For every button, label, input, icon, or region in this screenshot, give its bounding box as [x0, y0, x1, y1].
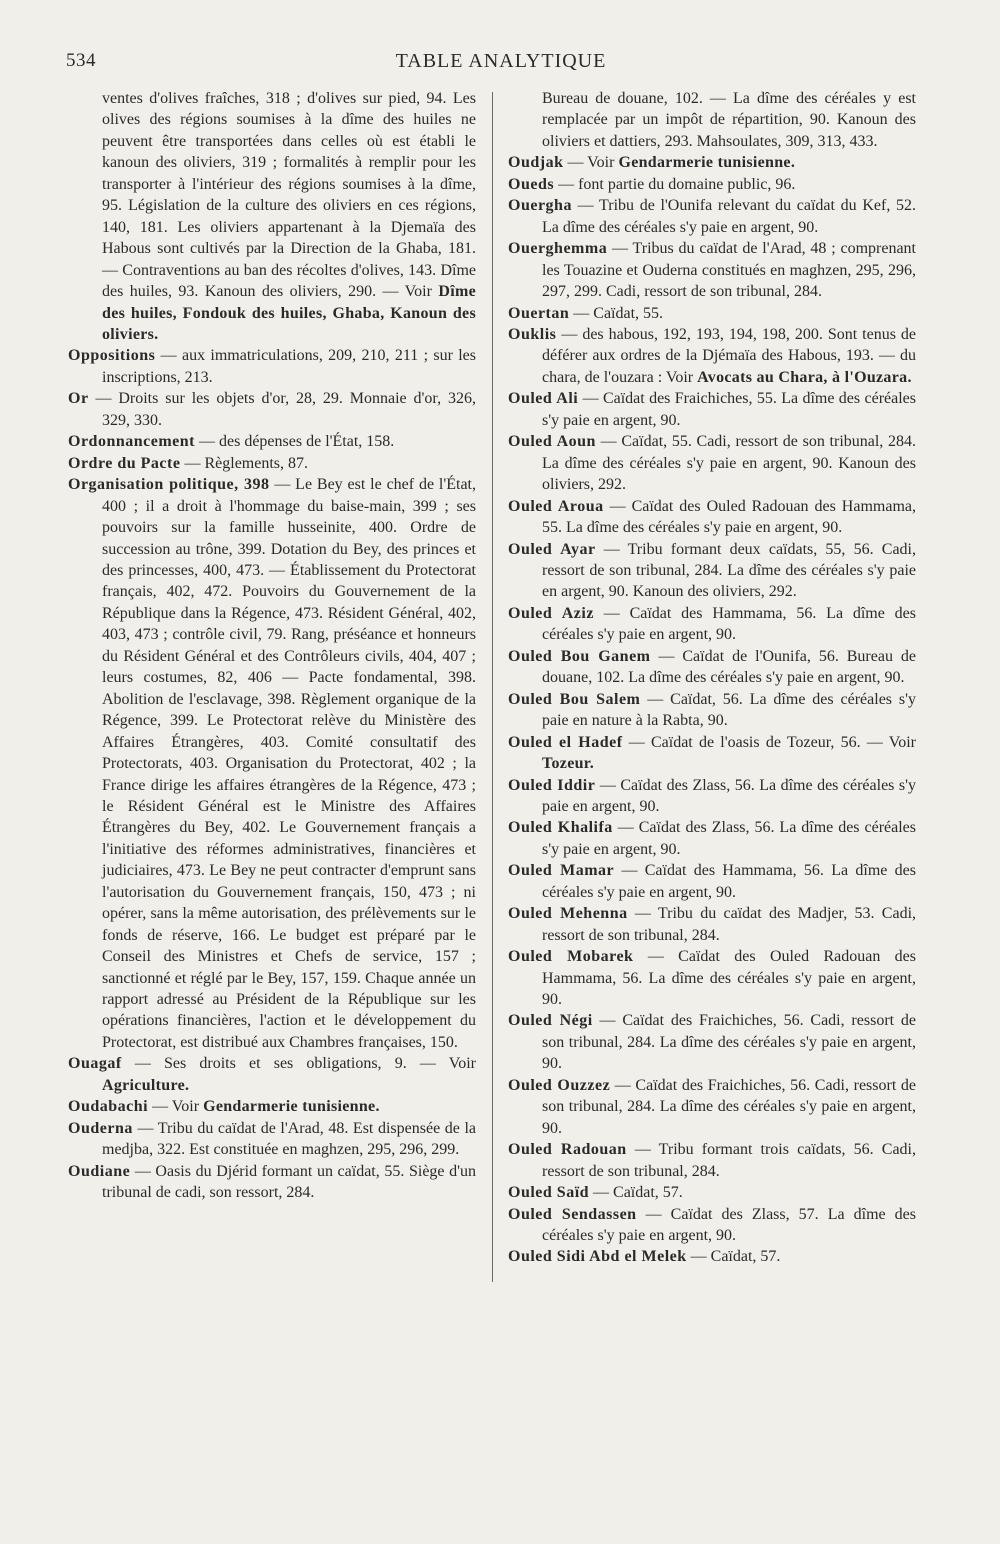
- index-entry-continuation: [508, 88, 916, 152]
- page-header: [66, 50, 936, 80]
- entry-text: — Voir: [152, 1098, 200, 1116]
- entry-headword: Ouled Ali: [508, 390, 579, 408]
- entry-headword: Ouled Saïd: [508, 1184, 590, 1202]
- entry-text: — font partie du domaine public, 96.: [558, 175, 796, 193]
- entry-cross-reference: Avocats au Chara, à l'Ouzara.: [697, 368, 912, 386]
- entry-text: — Caïdat des Ouled Radouan des Hammama, 55. La dîme des céréales s'y paie en argent, 90.: [542, 497, 917, 537]
- entry-headword: Oudabachi: [68, 1098, 149, 1116]
- entry-text: — Caïdat, 55.: [573, 304, 664, 322]
- entry-headword: Ouled Ayar: [508, 540, 596, 558]
- index-entry: [68, 1118, 476, 1161]
- index-entry: [508, 646, 916, 689]
- entry-headword: Ouerghemma: [508, 240, 608, 258]
- index-entry: [508, 603, 916, 646]
- index-entry: [508, 1075, 916, 1139]
- entry-headword: Or: [68, 390, 89, 408]
- entry-headword: Ouled Mehenna: [508, 905, 628, 923]
- index-entry: [508, 860, 916, 903]
- entry-text: — Le Bey est le chef de l'État, 400 ; il a droit à l'hommage du baise-main, 399 ; ses pouvoirs sur la famille husseinite, 400. Ordre de succession au trône, 399. Dotation du Bey, des princes et des princesses, 400, 473. — Établissement du Protectorat français, 402, 472. Pouvoirs du Gouvernement de la République dans la Régence, 473. Résident Général, 402, 403, 473 ; contrôle civil, 79. Rang, préséance et honneurs du Résident Général et des Contrôleurs civils, 404, 407 ; leurs costumes, 82, 406 — Pacte fondamental, 398. Abolition de l'esclavage, 398. Règlement organique de la Régence, 399. Le Protectorat relève du Ministère des Affaires Étrangères, 403. Comité consultatif des Protectorats, 403. Organisation du Protectorat, 402 ; la France dirige les affaires étrangères de la Régence, 473 ; le Résident Général est le Ministre des Affaires Étrangères du Bey, 402. Le Gouvernement français a l'initiative des réformes administratives, financières et judiciaires, 473. Le Bey ne peut contracter d'emprunt sans l'autorisation du Gouvernement français, 150, 473 ; ni opérer, sans la même autorisation, des prélèvements sur le fonds de réserve, 166. Le budget est préparé par le Conseil des Ministres et Chefs de service, 157 ; sanctionné et réglé par le Bey, 157, 159. Chaque année un rapport adressé au Président de la République sur les opérations financières, l'action et le développement du Protectorat, est distribué aux Chambres françaises, 150.: [102, 476, 477, 1051]
- entry-headword: Ouled Aroua: [508, 497, 604, 515]
- index-entry: [68, 345, 476, 388]
- entry-headword: Ouled Mobarek: [508, 948, 634, 966]
- entry-headword: Organisation politique, 398: [68, 476, 270, 494]
- left-column: [68, 88, 476, 1204]
- entry-text: — des habous, 192, 193, 194, 198, 200. Sont tenus de déférer aux ordres de la Djémaïa des Habous, 193. — du chara, de l'ouzara : Voir: [542, 325, 917, 386]
- entry-text: — Voir: [567, 154, 615, 172]
- index-entry: [508, 1246, 916, 1267]
- entry-text: — Tribu formant trois caïdats, 56. Cadi, ressort de son tribunal, 284.: [542, 1141, 917, 1180]
- entry-cross-reference: Dîme des huiles, Fondouk des huiles, Ghaba, Kanoun des oliviers.: [102, 283, 477, 343]
- entry-text: — Caïdat, 57.: [593, 1184, 683, 1202]
- entry-text: — Tribu du caïdat des Madjer, 53. Cadi, ressort de son tribunal, 284.: [542, 905, 917, 944]
- entry-text: — Caïdat des Ouled Radouan des Hammama, 56. La dîme des céréales s'y paie en argent, 90.: [542, 948, 917, 1009]
- entry-text: — Caïdat des Fraichiches, 56. Cadi, ressort de son tribunal, 284. La dîme des céréales s'y paie en argent, 90.: [542, 1076, 916, 1137]
- entry-headword: Ouergha: [508, 197, 572, 215]
- index-entry: [508, 174, 916, 195]
- index-entry: [508, 303, 916, 324]
- entry-headword: Ouagaf: [68, 1055, 122, 1073]
- entry-headword: Ouled Aziz: [508, 604, 594, 622]
- entry-headword: Ouled Bou Ganem: [508, 647, 651, 665]
- entry-headword: Oppositions: [68, 347, 156, 365]
- index-entry: [68, 388, 476, 431]
- entry-text: — Caïdat, 56. La dîme des céréales s'y paie en nature à la Rabta, 90.: [542, 690, 917, 730]
- index-entry: [508, 689, 916, 732]
- running-title: TABLE ANALYTIQUE: [395, 50, 607, 72]
- entry-headword: Ordre du Pacte: [68, 454, 181, 472]
- entry-text: ventes d'olives fraîches, 318 ; d'olives sur pied, 94. Les olives des régions soumises à la dîme des huiles ne peuvent être transportées dans celles où est établi le kanoun des oliviers, 319 ; formalités à remplir pour les transporter à l'intérieur des régions soumises à la dîme, 95. Législation de la culture des oliviers en ces régions, 140, 181. Les oliviers appartenant à la Djemaïa des Habous sont cultivés par la Direction de la Ghaba, 181. — Contraventions au ban des récoltes d'olives, 143. Dîme des huiles, 93. Kanoun des oliviers, 290. — Voir: [102, 90, 476, 301]
- index-entry: [508, 946, 916, 1010]
- index-entry: [508, 238, 916, 302]
- entry-headword: Ouertan: [508, 304, 570, 322]
- entry-headword: Ouled Ouzzez: [508, 1076, 611, 1094]
- entry-text: — Caïdat des Fraichiches, 55. La dîme des céréales s'y paie en argent, 90.: [542, 390, 916, 429]
- entry-headword: Ouderna: [68, 1119, 133, 1137]
- index-entry: [508, 324, 916, 388]
- entry-text: — Oasis du Djérid formant un caïdat, 55. Siège d'un tribunal de cadi, son ressort, 284.: [102, 1162, 477, 1202]
- entry-text: — Caïdat de l'Ounifa, 56. Bureau de douane, 102. La dîme des céréales s'y paie en argent, 90.: [542, 647, 916, 687]
- index-entry: [68, 453, 476, 474]
- entry-text: — Caïdat des Hammama, 56. La dîme des céréales s'y paie en argent, 90.: [542, 604, 917, 644]
- entry-cross-reference: Agriculture.: [102, 1076, 190, 1094]
- right-column: [508, 88, 916, 1268]
- index-entry: [508, 496, 916, 539]
- entry-headword: Ouled Iddir: [508, 776, 596, 794]
- column-divider: [492, 92, 493, 1282]
- entry-text: — Caïdat des Hammama, 56. La dîme des céréales s'y paie en argent, 90.: [542, 862, 917, 901]
- index-entry-continuation: [68, 88, 476, 345]
- entry-headword: Oudjak: [508, 154, 564, 172]
- index-entry: [508, 732, 916, 775]
- index-entry: [508, 1204, 916, 1247]
- entry-text: — Tribu formant deux caïdats, 55, 56. Cadi, ressort de son tribunal, 284. La dîme des céréales s'y paie en argent, 90. Kanoun des oliviers, 292.: [542, 540, 916, 601]
- index-entry: [508, 1010, 916, 1074]
- entry-headword: Ouled Khalifa: [508, 819, 613, 837]
- entry-text: Bureau de douane, 102. — La dîme des céréales y est remplacée par un impôt de répartition, 90. Kanoun des oliviers et dattiers, 293. Mahsoulates, 309, 313, 433.: [542, 90, 916, 150]
- entry-cross-reference: Gendarmerie tunisienne.: [618, 154, 796, 172]
- entry-text: — Ses droits et ses obligations, 9. — Voir: [134, 1055, 477, 1073]
- entry-text: — Caïdat, 57.: [690, 1248, 781, 1266]
- index-entry: [508, 903, 916, 946]
- entry-text: — Caïdat de l'oasis de Tozeur, 56. — Voir: [628, 733, 917, 751]
- page-number: 534: [66, 50, 96, 71]
- index-entry: [508, 1182, 916, 1203]
- entry-text: — Tribu de l'Ounifa relevant du caïdat du Kef, 52. La dîme des céréales s'y paie en argent, 90.: [542, 197, 917, 236]
- entry-cross-reference: Gendarmerie tunisienne.: [203, 1098, 380, 1116]
- index-entry: [508, 388, 916, 431]
- index-entry: [508, 817, 916, 860]
- index-entry: [68, 474, 476, 1053]
- entry-headword: Ouled Sidi Abd el Melek: [508, 1248, 687, 1266]
- entry-text: — Caïdat des Fraichiches, 56. Cadi, ressort de son tribunal, 284. La dîme des céréales s'y paie en argent, 90.: [542, 1012, 916, 1073]
- entry-headword: Ouled Radouan: [508, 1141, 627, 1159]
- index-entry: [68, 1161, 476, 1204]
- index-entry: [508, 195, 916, 238]
- entry-text: — Droits sur les objets d'or, 28, 29. Monnaie d'or, 326, 329, 330.: [95, 390, 477, 429]
- index-entry: [508, 152, 916, 173]
- entry-headword: Oudiane: [68, 1162, 131, 1180]
- entry-cross-reference: Tozeur.: [542, 755, 595, 773]
- entry-headword: Ouled Sendassen: [508, 1205, 637, 1223]
- index-entry: [508, 539, 916, 603]
- entry-text: — Caïdat, 55. Cadi, ressort de son tribunal, 284. La dîme des céréales s'y paie en argent, 90. Kanoun des oliviers, 292.: [542, 433, 917, 494]
- index-entry: [508, 775, 916, 818]
- entry-headword: Oueds: [508, 175, 555, 193]
- entry-headword: Ouled el Hadef: [508, 733, 623, 751]
- index-entry: [508, 431, 916, 495]
- index-entry: [68, 431, 476, 452]
- entry-text: — Règlements, 87.: [184, 454, 309, 472]
- index-entry: [508, 1139, 916, 1182]
- entry-text: — Tribus du caïdat de l'Arad, 48 ; comprenant les Touazine et Ouderna constitués en maghzen, 295, 296, 297, 299. Cadi, ressort de son tribunal, 284.: [542, 240, 917, 301]
- entry-text: — Tribu du caïdat de l'Arad, 48. Est dispensée de la medjba, 322. Est constituée en maghzen, 295, 296, 299.: [102, 1119, 477, 1159]
- entry-text: — Caïdat des Zlass, 56. La dîme des céréales s'y paie en argent, 90.: [542, 819, 917, 858]
- entry-headword: Ouled Négi: [508, 1012, 593, 1030]
- entry-text: — Caïdat des Zlass, 57. La dîme des céréales s'y paie en argent, 90.: [542, 1205, 917, 1245]
- entry-headword: Ouled Bou Salem: [508, 690, 641, 708]
- entry-text: — aux immatriculations, 209, 210, 211 ; sur les inscriptions, 213.: [102, 347, 477, 386]
- entry-text: — Caïdat des Zlass, 56. La dîme des céréales s'y paie en argent, 90.: [542, 776, 917, 815]
- entry-headword: Ouled Mamar: [508, 862, 615, 880]
- index-entry: [68, 1053, 476, 1096]
- entry-headword: Ordonnancement: [68, 433, 195, 451]
- entry-headword: Ouklis: [508, 325, 557, 343]
- entry-text: — des dépenses de l'État, 158.: [199, 433, 395, 451]
- entry-headword: Ouled Aoun: [508, 433, 596, 451]
- index-entry: [68, 1096, 476, 1117]
